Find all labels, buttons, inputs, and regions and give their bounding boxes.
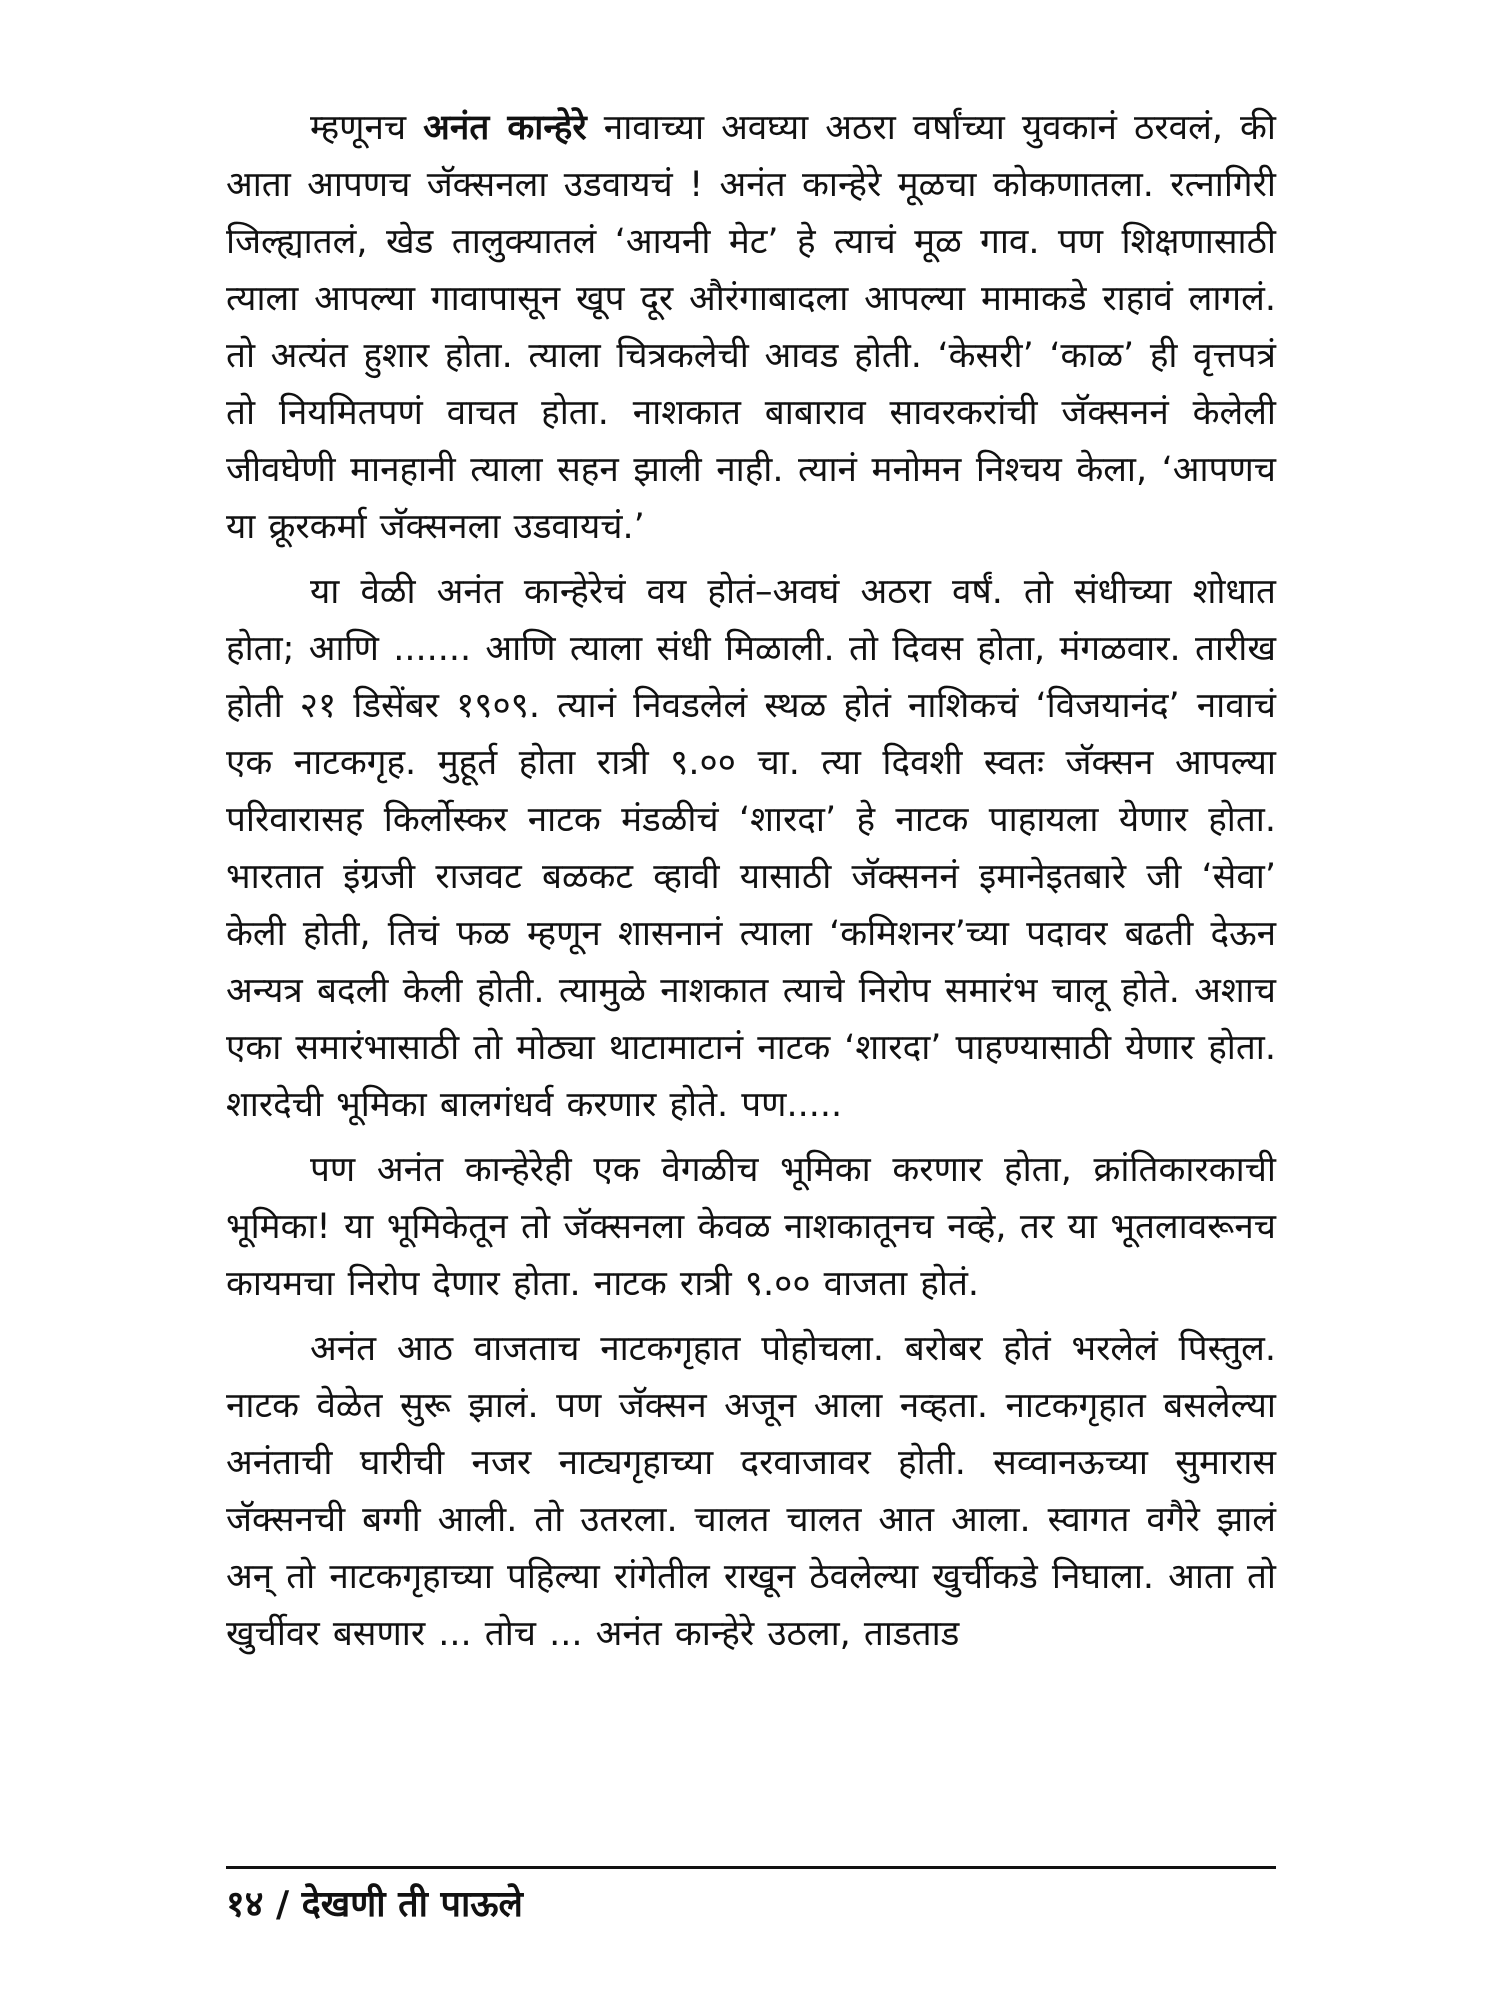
bold-name: अनंत कान्हेरे	[423, 108, 587, 148]
page-footer	[226, 1880, 523, 1930]
paragraph-1-text: नावाच्या अवघ्या अठरा वर्षांच्या युवकानं ठरवलं, की आता आपणच जॅक्सनला उडवायचं ! अनंत कान्हेरे मूळचा कोकणातला. रत्नागिरी जिल्ह्यातलं, खेड तालुक्यातलं ‘आयनी मेट’ हे त्याचं मूळ गाव. पण शिक्षणासाठी त्याला आपल्या गावापासून खूप दूर औरंगाबादला आपल्या मामाकडे राहावं लागलं. तो अत्यंत हुशार होता. त्याला चित्रकलेची आवड होती. ‘केसरी’ ‘काळ’ ही वृत्तपत्रं तो नियमितपणं वाचत होता. नाशकात बाबाराव सावरकरांची जॅक्सननं केलेली जीवघेणी मानहानी त्याला सहन झाली नाही. त्यानं मनोमन निश्चय केला, ‘आपणच या क्रूरकर्मा जॅक्सनला उडवायचं.’	[226, 108, 1276, 547]
footer-separator: /	[263, 1884, 302, 1925]
paragraph-1	[226, 100, 1276, 556]
paragraph-1-lead: म्हणूनच	[310, 108, 424, 148]
book-title: देखणी ती पाऊले	[301, 1884, 523, 1925]
paragraph-3: पण अनंत कान्हेरेही एक वेगळीच भूमिका करणार होता, क्रांतिकारकाची भूमिका! या भूमिकेतून तो जॅक्सनला केवळ नाशकातूनच नव्हे, तर या भूतलावरूनच कायमचा निरोप देणार होता. नाटक रात्री ९.०० वाजता होतं.	[226, 1150, 1276, 1304]
footer-rule	[226, 1866, 1276, 1869]
paragraph-4: अनंत आठ वाजताच नाटकगृहात पोहोचला. बरोबर होतं भरलेलं पिस्तुल. नाटक वेळेत सुरू झालं. पण जॅक्सन अजून आला नव्हता. नाटकगृहात बसलेल्या अनंताची घारीची नजर नाट्यगृहाच्या दरवाजावर होती. सव्वानऊच्या सुमारास जॅक्सनची बग्गी आली. तो उतरला. चालत चालत आत आला. स्वागत वगैरे झालं अन् तो नाटकगृहाच्या पहिल्या रांगेतील राखून ठेवलेल्या खुर्चीकडे निघाला. आता तो खुर्चीवर बसणार ... तोच ... अनंत कान्हेरे उठला, ताडताड	[226, 1329, 1276, 1654]
body-text	[226, 100, 1276, 1671]
paragraph-2: या वेळी अनंत कान्हेरेचं वय होतं–अवघं अठरा वर्षं. तो संधीच्या शोधात होता; आणि ....... आणि त्याला संधी मिळाली. तो दिवस होता, मंगळवार. तारीख होती २१ डिसेंबर १९०९. त्यानं निवडलेलं स्थळ होतं नाशिकचं ‘विजयानंद’ नावाचं एक नाटकगृह. मुहूर्त होता रात्री ९.०० चा. त्या दिवशी स्वतः जॅक्सन आपल्या परिवारासह किर्लोस्कर नाटक मंडळीचं ‘शारदा’ हे नाटक पाहायला येणार होता. भारतात इंग्रजी राजवट बळकट व्हावी यासाठी जॅक्सननं इमानेइतबारे जी ‘सेवा’ केली होती, तिचं फळ म्हणून शासनानं त्याला ‘कमिशनर’च्या पदावर बढती देऊन अन्यत्र बदली केली होती. त्यामुळे नाशकात त्याचे निरोप समारंभ चालू होते. अशाच एका समारंभासाठी तो मोठ्या थाटामाटानं नाटक ‘शारदा’ पाहण्यासाठी येणार होता. शारदेची भूमिका बालगंधर्व करणार होते. पण.....	[226, 572, 1277, 1125]
page-number: १४	[226, 1884, 264, 1925]
